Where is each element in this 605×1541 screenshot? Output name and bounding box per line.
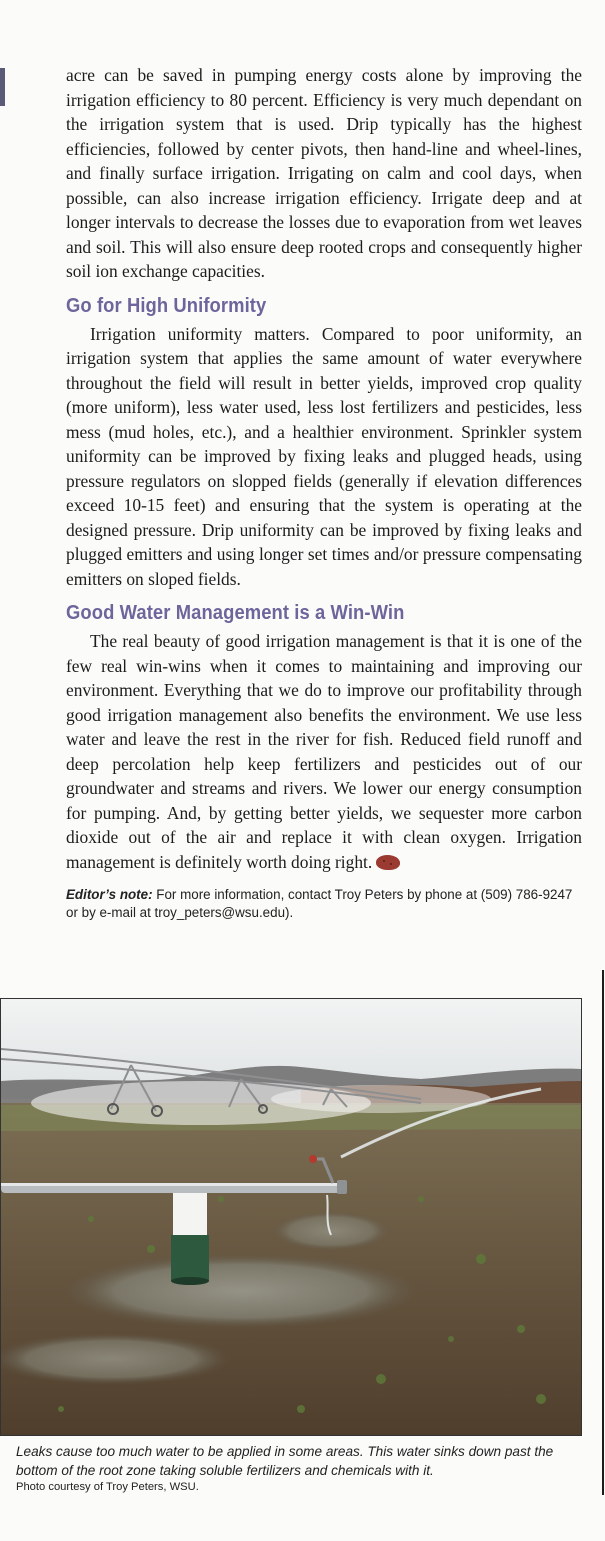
column-rule [602,970,604,1495]
editor-note-label: Editor’s note: [66,887,153,902]
photo-credit: Photo courtesy of Troy Peters, WSU. [16,1481,199,1493]
water-puddle [1,1333,231,1385]
win-win-heading: Good Water Management is a Win-Win [66,602,405,624]
margin-tab-mark [0,68,5,106]
article-column [66,63,582,922]
sprinkler-head [309,1155,317,1163]
irrigation-photo-illustration [1,999,582,1436]
uniformity-heading: Go for High Uniformity [66,294,267,317]
intro-paragraph: acre can be saved in pumping energy costs alone by improving the irrigation efficiency to 80 percent. Efficiency is very much dependant on the irrigation system that is used. Drip typically has the highest efficiencies, followed by center pivots, then hand-line and wheel-lines, and finally surface irrigation. Irrigating on calm and cool days, when possible, can also increase irrigation efficiency. Irrigate deep and at longer intervals to decrease the losses due to evaporation from wet leaves and soil. This will also ensure deep rooted crops and consequently higher soil ion exchange capacities. [66,65,582,281]
uniformity-paragraph: Irrigation uniformity matters. Compared to poor uniformity, an irrigation system that applies the same amount of water everywhere throughout the field will result in better yields, improved crop quality (more uniform), less water used, less lost fertilizers and pesticides, less mess (mud holes, etc.), and a healthier environment. Sprinkler system uniformity can be improved by fixing leaks and plugged heads, using pressure regulators on slopped fields (generally if elevation differences exceed 10-15 feet) and ensuring that the system is operating at the designed pressure. Drip uniformity can be improved by fixing leaks and plugged emitters and using longer set times and/or pressure compensating emitters on sloped fields. [66,323,582,589]
pipe-coupling [337,1180,347,1194]
wheel-hub-white [173,1193,207,1237]
photo-caption: Leaks cause too much water to be applied in some areas. This water sinks down past the bottom of the root zone taking soluble fertilizers and chemicals with it. [16,1444,554,1478]
wheel-hub-green [171,1235,209,1281]
editor-note-text: For more information, contact Troy Peters by phone at (509) 786-9247 or by e-mail at troy_peters@wsu.edu). [66,887,573,920]
potato-icon [376,855,400,870]
wheel-base [171,1277,209,1285]
pipe-highlight [1,1183,341,1186]
editor-note [66,886,582,922]
win-win-paragraph [66,629,582,874]
irrigation-photo [0,998,582,1436]
win-win-text: The real beauty of good irrigation management is that it is one of the few real win-wins when it comes to maintaining and improving our environment. Everything that we do to improve our profitability through good irrigation management also benefits the environment. We use less water and leave the rest in the river for fish. Reduced field runoff and deep percolation help keep fertilizers and pesticides out of our groundwater and streams and rivers. We lower our energy consumption for pumping. And, by getting better yields, we sequester more carbon dioxide out of the air and replace it with clean oxygen. Irrigation management is definitely worth doing right. [66,631,582,872]
water-puddle [61,1253,421,1329]
water-puddle [271,1211,391,1251]
